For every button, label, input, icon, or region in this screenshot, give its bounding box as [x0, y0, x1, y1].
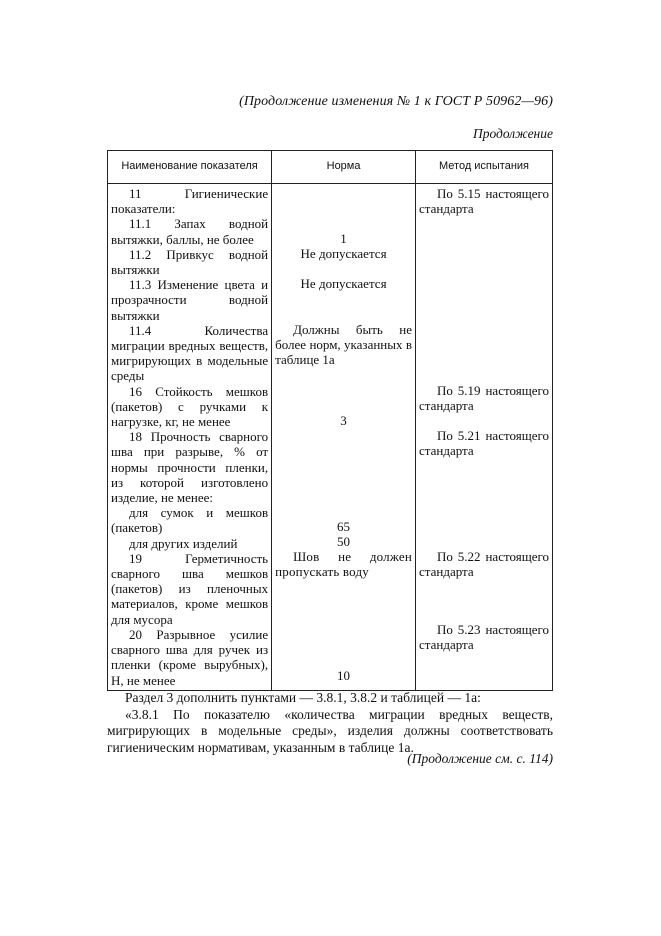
continuation-label: Продолжение — [472, 126, 553, 141]
row-norm: Не допускается — [300, 246, 387, 261]
paragraph: «3.8.1 По показателю «количества миграции вредных веществ, мигрирующих в модельные среды», изделия должны соответствовать гигиеническим нормативам, указанным в таблице 1а. — [107, 706, 553, 755]
row-name: 19 Герметичность сварного шва мешков (пакетов) из пленочных материалов, кроме мешков для мусора — [111, 550, 269, 627]
row-norm: Шов не должен пропускать воду — [275, 549, 412, 580]
row-name: для сумок и мешков (пакетов) — [111, 505, 269, 536]
requirements-table — [107, 150, 553, 691]
table-body-row — [108, 184, 553, 688]
row-name: 20 Разрывное усилие сварного шва для ручек из пленки (кроме вырубных), Н, не менее — [111, 626, 269, 688]
row-method: По 5.22 настоящего стандарта — [419, 549, 549, 580]
row-method: По 5.15 настоящего стандарта — [419, 186, 549, 217]
row-norm: 1 — [340, 231, 347, 246]
row-name: 18 Прочность сварного шва при разрыве, % от нормы прочности пленки, из которой изготовлено изделие, не менее: — [111, 429, 269, 506]
paragraph: Раздел 3 дополнить пунктами — 3.8.1, 3.8.2 и таблицей — 1а: — [125, 690, 481, 705]
running-title: (Продолжение изменения № 1 к ГОСТ Р 50962—96) — [239, 94, 553, 109]
row-name: для других изделий — [129, 535, 238, 551]
column-header-method: Метод испытания — [416, 151, 553, 184]
row-method: По 5.19 настоящего стандарта — [419, 383, 549, 414]
row-name: 11.2 Привкус водной вытяжки — [111, 246, 269, 278]
row-name: 16 Стойкость мешков (пакетов) с ручками к нагрузке, кг, не менее — [111, 383, 269, 430]
row-name: 11.3 Изменение цвета и прозрачности водной вытяжки — [111, 277, 269, 323]
row-name: 11.4 Количества миграции вредных веществ, мигрирующих в модельные среды — [111, 322, 269, 384]
row-name: 11 Гигиенические показатели: — [111, 186, 269, 217]
row-norm: 3 — [340, 413, 347, 428]
cell-name-column — [108, 184, 272, 688]
row-method: По 5.21 настоящего стандарта — [419, 428, 549, 459]
column-header-name: Наименование показателя — [108, 151, 272, 184]
column-header-norm: Норма — [272, 151, 416, 184]
row-method: По 5.23 настоящего стандарта — [419, 622, 549, 653]
row-norm: 65 — [337, 519, 351, 534]
row-norm: Не допускается — [300, 276, 387, 291]
row-norm: 10 — [337, 668, 351, 683]
table-header-row — [108, 151, 553, 184]
row-norm: 50 — [337, 534, 351, 549]
row-name: 11.1 Запах водной вытяжки, баллы, не более — [111, 216, 269, 247]
cell-method-column — [416, 184, 553, 688]
cell-norm-column — [272, 184, 416, 688]
row-norm: Должны быть не более норм, указанных в таблице 1а — [275, 322, 412, 368]
body-text — [107, 690, 553, 756]
continued-note: (Продолжение см. с. 114) — [407, 751, 553, 766]
